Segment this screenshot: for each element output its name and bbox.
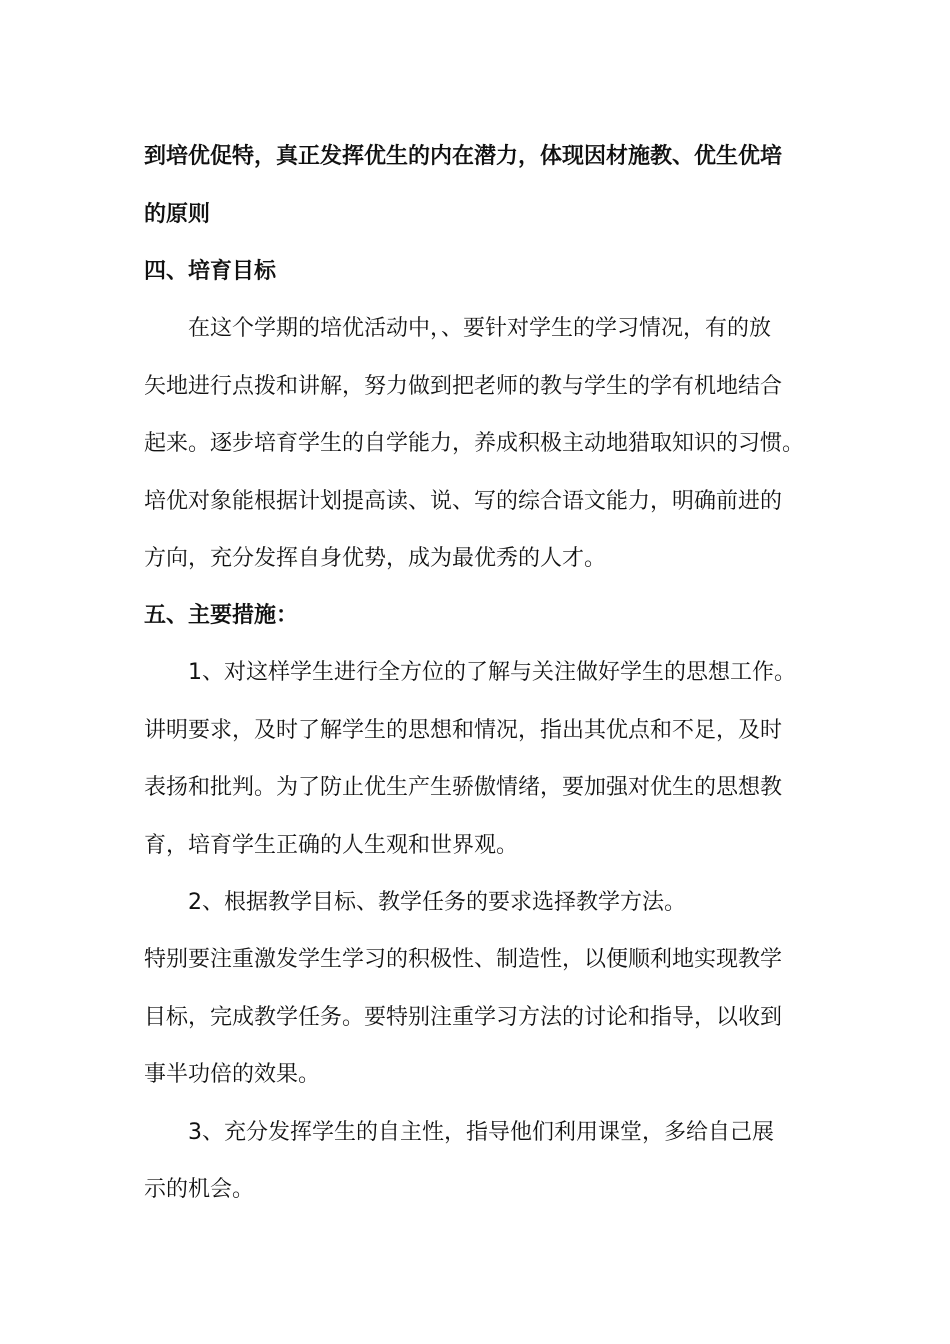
- paragraph-line: 到培优促特，真正发挥优生的内在潜力，体现因材施教、优生优培: [144, 144, 783, 169]
- paragraph-line: 1、对这样学生进行全方位的了解与关注做好学生的思想工作。: [188, 660, 796, 685]
- paragraph-line: 矢地进行点拨和讲解，努力做到把老师的教与学生的学有机地结合: [144, 374, 783, 399]
- section-heading-measures: 五、主要措施：: [144, 603, 299, 628]
- paragraph-line: 目标，完成教学任务。要特别注重学习方法的讨论和指导，以收到: [144, 1005, 783, 1030]
- paragraph-line: 2、根据教学目标、教学任务的要求选择教学方法。: [188, 890, 686, 915]
- paragraph-line: 的原则: [144, 202, 211, 227]
- paragraph-line: 在这个学期的培优活动中，、要针对学生的学习情况，有的放: [188, 316, 772, 341]
- paragraph-line: 方向，充分发挥自身优势，成为最优秀的人才。: [144, 546, 607, 571]
- paragraph-line: 表扬和批判。为了防止优生产生骄傲情绪，要加强对优生的思想教: [144, 775, 783, 800]
- paragraph-line: 育，培育学生正确的人生观和世界观。: [144, 833, 519, 858]
- paragraph-line: 示的机会。: [144, 1177, 255, 1202]
- paragraph-line: 讲明要求，及时了解学生的思想和情况，指出其优点和不足，及时: [144, 718, 783, 743]
- paragraph-line: 起来。逐步培育学生的自学能力，养成积极主动地猎取知识的习惯。: [144, 431, 805, 456]
- paragraph-line: 特别要注重激发学生学习的积极性、制造性，以便顺利地实现教学: [144, 947, 783, 972]
- paragraph-line: 3、充分发挥学生的自主性，指导他们利用课堂，多给自己展: [188, 1120, 774, 1145]
- paragraph-line: 事半功倍的效果。: [144, 1062, 321, 1087]
- paragraph-line: 培优对象能根据计划提高读、说、写的综合语文能力，明确前进的: [144, 489, 783, 514]
- section-heading-goals: 四、培育目标: [144, 259, 277, 284]
